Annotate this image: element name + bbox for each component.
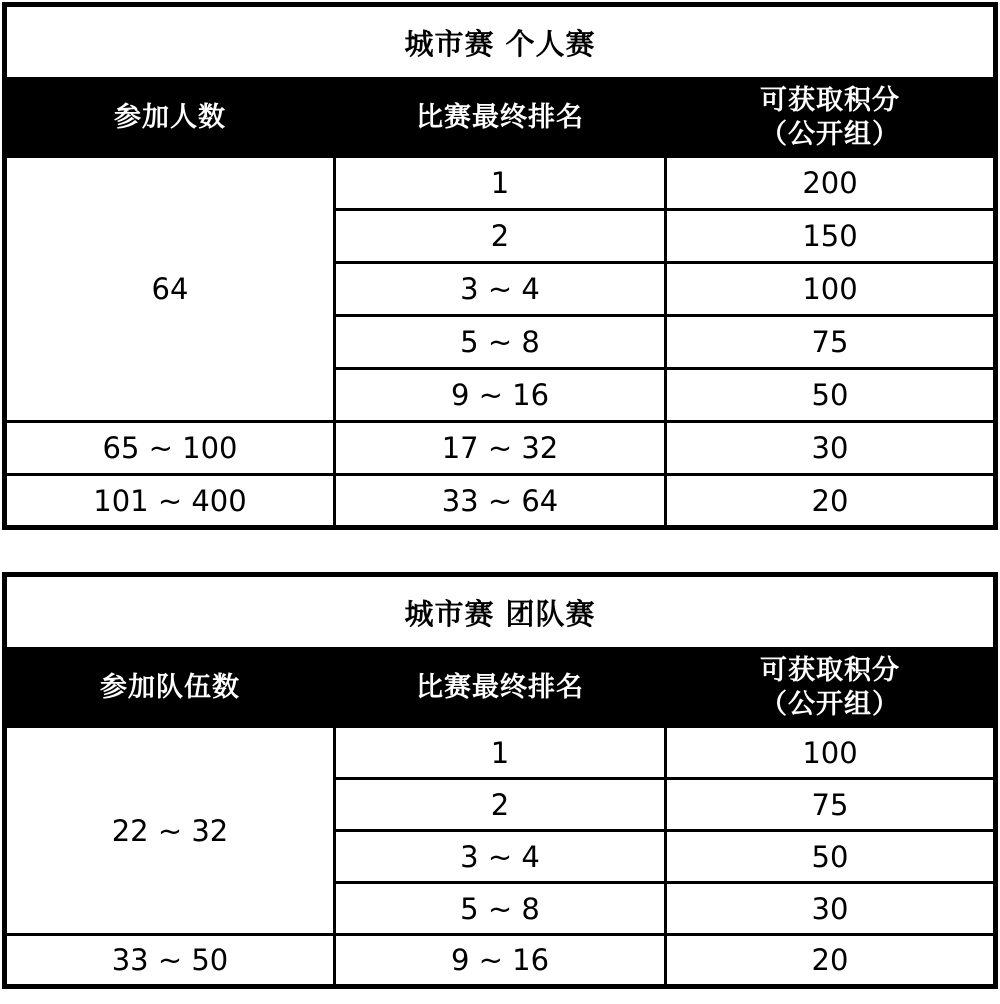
header-obtainable-points-line2: （公开组） [759,688,900,720]
participants-cell: 33 ~ 50 [5,935,335,987]
table-row [5,422,996,475]
header-final-rank: 比赛最终排名 [335,79,666,157]
rank-cell: 2 [335,210,666,263]
rank-cell: 2 [335,779,666,831]
header-final-rank: 比赛最终排名 [335,649,666,727]
participants-cell: 65 ~ 100 [5,422,335,475]
rank-cell: 9 ~ 16 [335,935,666,987]
points-cell: 100 [665,263,995,316]
table-row [5,157,996,210]
points-cell: 50 [665,831,995,883]
rank-cell: 5 ~ 8 [335,316,666,369]
rank-cell: 33 ~ 64 [335,475,666,528]
header-obtainable-points-line1: 可获取积分 [759,654,900,686]
header-participant-count: 参加人数 [5,79,335,157]
rank-cell: 1 [335,727,666,779]
rank-cell: 3 ~ 4 [335,263,666,316]
rank-cell: 3 ~ 4 [335,831,666,883]
team-points-table [2,572,998,989]
table-row [5,935,996,987]
points-cell: 20 [665,475,995,528]
points-cell: 50 [665,369,995,422]
points-cell: 100 [665,727,995,779]
points-cell: 30 [665,422,995,475]
table-title-row [5,5,996,79]
points-cell: 20 [665,935,995,987]
table-row [5,727,996,779]
header-obtainable-points [665,79,995,157]
points-cell: 75 [665,316,995,369]
header-obtainable-points-line1: 可获取积分 [759,84,900,116]
header-team-count: 参加队伍数 [5,649,335,727]
table-title-row [5,575,996,649]
table-header-row [5,79,996,157]
header-obtainable-points-line2: （公开组） [759,118,900,150]
header-obtainable-points [665,649,995,727]
points-cell: 150 [665,210,995,263]
participants-cell: 22 ~ 32 [5,727,335,935]
points-cell: 200 [665,157,995,210]
participants-cell: 64 [5,157,335,422]
table-header-row [5,649,996,727]
table-title: 城市赛 团队赛 [5,575,996,649]
individual-points-table [2,2,998,530]
rank-cell: 5 ~ 8 [335,883,666,935]
rank-cell: 1 [335,157,666,210]
participants-cell: 101 ~ 400 [5,475,335,528]
rank-cell: 9 ~ 16 [335,369,666,422]
table-title: 城市赛 个人赛 [5,5,996,79]
points-cell: 30 [665,883,995,935]
rank-cell: 17 ~ 32 [335,422,666,475]
points-cell: 75 [665,779,995,831]
table-row [5,475,996,528]
